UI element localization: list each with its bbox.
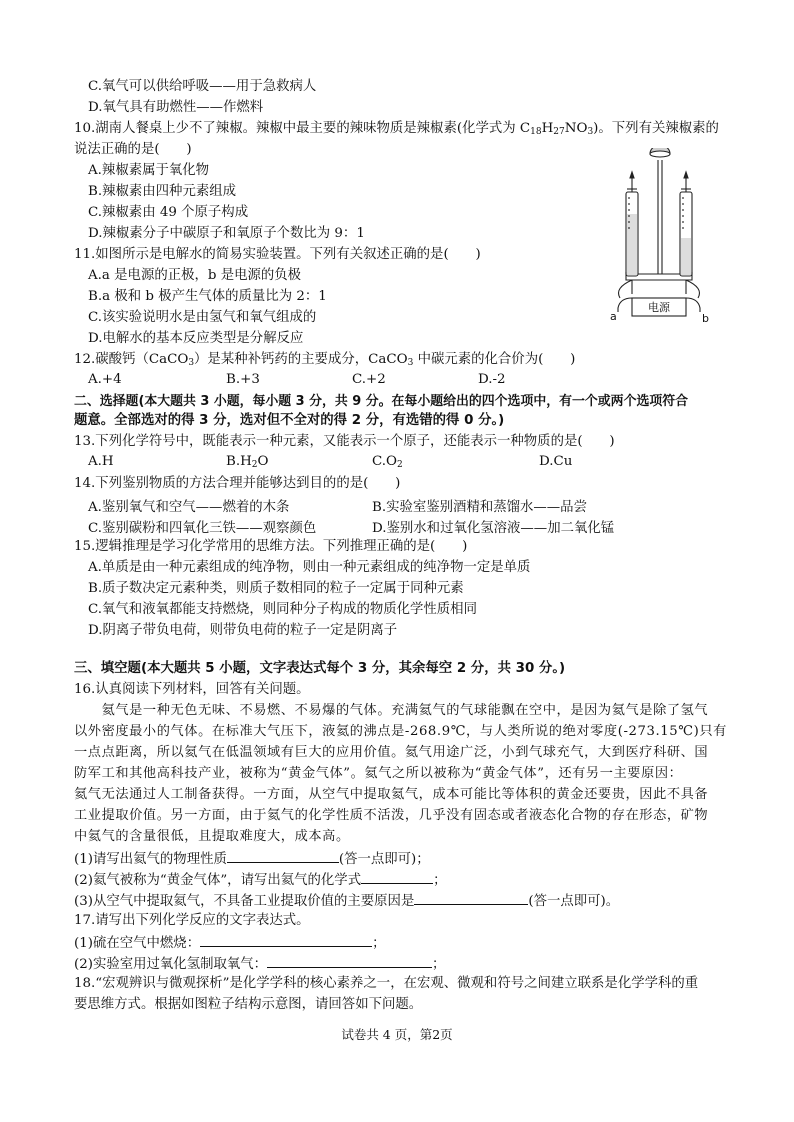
q13-option-d: D.Cu — [539, 454, 573, 469]
q16-part2: (2)氦气被称为“黄金气体”，请写出氦气的化学式 ； — [74, 870, 446, 890]
power-supply-label: 电源 — [648, 301, 670, 314]
electrode-b-label: b — [702, 312, 709, 325]
reading-paragraph-line: 以外密度最小的气体。在标准大气压下，液氦的沸点是-268.9℃，与人类所说的绝对零度(-273.15℃)只有 — [74, 724, 727, 739]
page-footer: 试卷共 4 页，第2页 — [341, 1027, 453, 1042]
q15-option-c: C.氧气和液氧都能支持燃烧，则同种分子构成的物质化学性质相同 — [88, 602, 477, 617]
q14-option-d: D.鉴别水和过氧化氢溶液——加二氧化锰 — [372, 521, 615, 536]
q12-option-c: C.+2 — [352, 372, 386, 387]
q12-option-a: A.+4 — [88, 372, 122, 387]
q11-stem: 11.如图所示是电解水的简易实验装置。下列有关叙述正确的是( ) — [74, 247, 481, 262]
q10-stem-line2: 说法正确的是( ) — [74, 142, 192, 157]
reading-paragraph-line: 氦气是一种无色无味、不易燃、不易爆的气体。充满氦气的气球能飘在空中，是因为氦气是除了氢气 — [74, 703, 709, 718]
q14-stem: 14.下列鉴别物质的方法合理并能够达到目的的是( ) — [74, 476, 401, 491]
q15-stem: 15.逻辑推理是学习化学常用的思维方法。下列推理正确的是( ) — [74, 539, 468, 554]
q11-option-a: A.a 是电源的正极，b 是电源的负极 — [88, 268, 302, 283]
q11-option-c: C.该实验说明水是由氢气和氧气组成的 — [88, 310, 317, 325]
q9-option-c: C.氧气可以供给呼吸——用于急救病人 — [88, 79, 317, 94]
q16-part3: (3)从空气中提取氦气，不具备工业提取价值的主要原因是 (答一点即可)。 — [74, 891, 619, 911]
section-3-heading: 三、填空题(本大题共 5 小题，文字表达式每个 3 分，其余每空 2 分，共 30 分。) — [74, 661, 566, 676]
q10-option-a: A.辣椒素属于氧化物 — [88, 163, 210, 178]
q15-option-d: D.阴离子带负电荷，则带负电荷的粒子一定是阴离子 — [88, 623, 398, 638]
q14-option-b: B.实验室鉴别酒精和蒸馏水——品尝 — [372, 500, 587, 515]
q14-option-c: C.鉴别碳粉和四氧化三铁——观察颜色 — [88, 521, 317, 536]
q13-option-c: $C.O_2$ — [372, 454, 403, 470]
q18-stem: 18.“宏观辨识与微观探析”是化学学科的核心素养之一，在宏观、微观和符号之间建立联系是化学学科的重 — [74, 976, 699, 991]
section-2-heading-line2: 题意。全部选对的得 3 分，选对但不全对的得 2 分，有选错的得 0 分。) — [74, 413, 505, 428]
electrolysis-apparatus-figure — [608, 148, 712, 326]
q16-part1: (1)请写出氦气的物理性质 (答一点即可)； — [74, 849, 430, 869]
q10-option-b: B.辣椒素由四种元素组成 — [88, 184, 237, 199]
q12-stem: 12.碳酸钙（CaCO$_3$）是某种补钙药的主要成分，CaCO$_3$ 中碳元素的化合价为( ) — [74, 352, 576, 368]
q18-stem-line2: 要思维方式。根据如图粒子结构示意图，请回答如下问题。 — [74, 997, 423, 1012]
section-2-heading: 二、选择题(本大题共 3 小题，每小题 3 分，共 9 分。在每小题给出的四个选项中，有一个或两个选项符合 — [74, 394, 689, 409]
reading-paragraph-line: 工业提取价值。另一方面，由于氦气的化学性质不活泼，几乎没有固态或者液态化合物的存在形态，矿物 — [74, 808, 709, 823]
q17-stem: 17.请写出下列化学反应的文字表达式。 — [74, 913, 310, 928]
q16-stem: 16.认真阅读下列材料，回答有关问题。 — [74, 682, 310, 697]
q13-option-a: A.H — [88, 454, 114, 469]
q10-option-d: D.辣椒素分子中碳原子和氧原子个数比为 9：1 — [88, 226, 365, 241]
answer-blank[interactable] — [200, 933, 372, 947]
q15-option-b: B.质子数决定元素种类，则质子数相同的粒子一定属于同种元素 — [88, 581, 464, 596]
q10-stem: 10.湖南人餐桌上少不了辣椒。辣椒中最主要的辣味物质是辣椒素(化学式为 $C_{18}H_{27}NO_3$)。下列有关辣椒素的 — [74, 121, 719, 137]
q10-option-c: C.辣椒素由 49 个原子构成 — [88, 205, 249, 220]
q15-option-a: A.单质是由一种元素组成的纯净物，则由一种元素组成的纯净物一定是单质 — [88, 560, 531, 575]
reading-paragraph-line: 防军工和其他高科技产业，被称为“黄金气体”。氦气之所以被称为“黄金气体”，还有另一主要原因： — [74, 766, 683, 781]
q17-part1: (1)硫在空气中燃烧： ； — [74, 933, 385, 953]
q11-option-d: D.电解水的基本反应类型是分解反应 — [88, 331, 304, 346]
answer-blank[interactable] — [414, 891, 528, 905]
reading-paragraph-line: 一点点距离，所以氦气在低温领域有巨大的应用价值。氦气用途广泛，小到气球充气，大到医疗科研、国 — [74, 745, 709, 760]
q9-option-d: D.氧气具有助燃性——作燃料 — [88, 100, 264, 115]
answer-blank[interactable] — [227, 849, 339, 863]
answer-blank[interactable] — [361, 870, 433, 884]
q12-option-b: B.+3 — [226, 372, 260, 387]
reading-paragraph-line: 氦气无法通过人工制备获得。一方面，从空气中提取氦气，成本可能比等体积的黄金还要贵，因此不具备 — [74, 787, 709, 802]
q14-option-a: A.鉴别氧气和空气——燃着的木条 — [88, 500, 290, 515]
answer-blank[interactable] — [267, 954, 432, 968]
q12-option-d: D.-2 — [478, 372, 506, 387]
q13-option-b: $B.H_2O$ — [226, 454, 269, 470]
q11-option-b: B.a 极和 b 极产生气体的质量比为 2：1 — [88, 289, 327, 304]
electrode-a-label: a — [610, 310, 617, 323]
reading-paragraph-line: 中氦气的含量很低，且提取难度大，成本高。 — [74, 829, 350, 844]
q13-stem: 13.下列化学符号中，既能表示一种元素，又能表示一个原子，还能表示一种物质的是( ) — [74, 434, 615, 449]
q17-part2: (2)实验室用过氧化氢制取氧气： ； — [74, 954, 445, 974]
